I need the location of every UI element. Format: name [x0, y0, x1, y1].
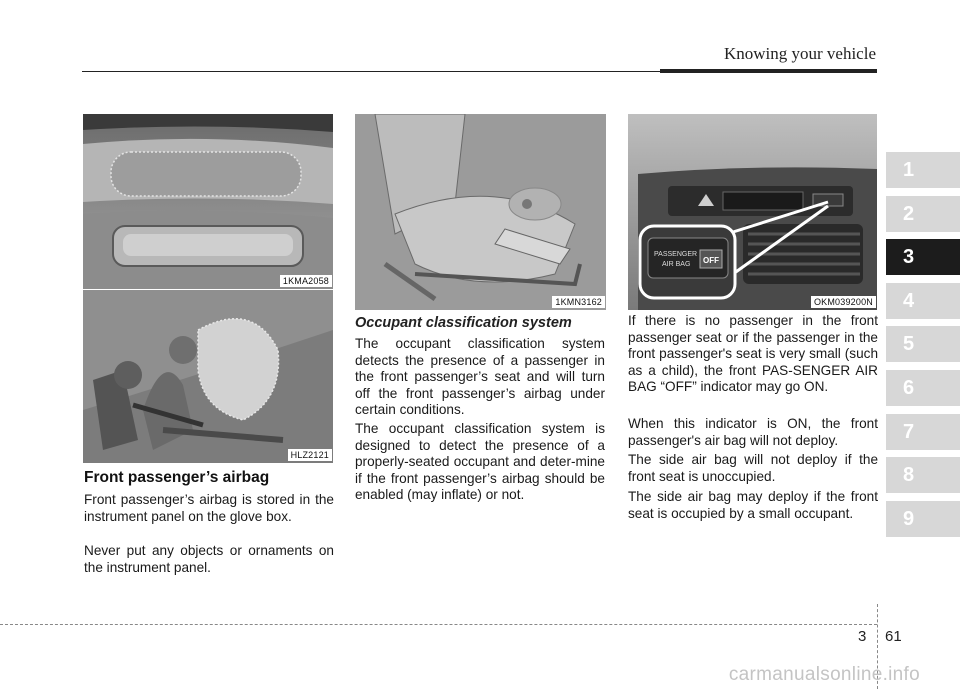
- watermark: carmanualsonline.info: [728, 664, 920, 685]
- figure-code: 1KMA2058: [280, 275, 332, 287]
- seat-illustration: [355, 114, 606, 310]
- chapter-tab-2[interactable]: 2: [886, 196, 960, 232]
- indicator-label-line1: PASSENGER: [654, 251, 698, 258]
- header-rule: [82, 71, 660, 72]
- paragraph: The side air bag will not deploy if the front seat is unoccupied.: [628, 452, 878, 484]
- paragraph: The side air bag may deploy if the front seat is occupied by a small occupant.: [628, 489, 878, 521]
- chapter-tab-6[interactable]: 6: [886, 370, 960, 406]
- paragraph: Front passenger’s airbag is stored in the instrument panel on the glove box.: [84, 492, 334, 524]
- indicator-label-line2: AIR BAG: [662, 261, 691, 268]
- header-title: Knowing your vehicle: [723, 44, 876, 63]
- footer-rule: [0, 624, 877, 625]
- paragraph: If there is no passenger in the front passenger seat or if the passenger in the front passenger's seat is very small (such as a child), the front PAS-SENGER AIR BAG “OFF” indicator may go ON.: [628, 313, 878, 395]
- airbag-illustration: [83, 290, 333, 463]
- chapter-tab-4[interactable]: 4: [886, 283, 960, 319]
- paragraph: The occupant classification system is designed to detect the presence of a properly-seated occupant and deter-mine if the front passenger’s airbag should be enabled (may inflate) or not.: [355, 421, 605, 503]
- dashboard-illustration: [628, 114, 877, 310]
- header-rule-accent: [660, 69, 877, 73]
- paragraph: Never put any objects or ornaments on the instrument panel.: [84, 543, 334, 575]
- chapter-tab-1[interactable]: 1: [886, 152, 960, 188]
- paragraph: When this indicator is ON, the front passenger's air bag will not deploy.: [628, 416, 878, 448]
- figure-code: HLZ2121: [288, 449, 332, 461]
- section-heading-occupant-classification: Occupant classification system: [355, 315, 572, 331]
- figure-code: OKM039200N: [811, 296, 876, 308]
- chapter-tab-7[interactable]: 7: [886, 414, 960, 450]
- chapter-tab-5[interactable]: 5: [886, 326, 960, 362]
- paragraph: The occupant classification system detects the presence of a passenger in the front passenger’s seat and will turn off the front passenger’s airbag under certain conditions.: [355, 336, 605, 418]
- dashboard-figure: [628, 114, 877, 310]
- page-number: 61: [885, 628, 902, 645]
- airbag-figure: [83, 290, 333, 463]
- glovebox-figure: [83, 114, 333, 289]
- chapter-tab-8[interactable]: 8: [886, 457, 960, 493]
- page-chapter-number: 3: [858, 628, 867, 645]
- chapter-tab-3[interactable]: 3: [886, 239, 960, 275]
- chapter-tabs: [886, 152, 960, 544]
- chapter-tab-9[interactable]: 9: [886, 501, 960, 537]
- glovebox-illustration: [83, 114, 333, 289]
- indicator-off-text: OFF: [703, 256, 719, 265]
- figure-code: 1KMN3162: [552, 296, 605, 308]
- section-heading-front-airbag: Front passenger’s airbag: [84, 469, 270, 486]
- seat-figure: [355, 114, 606, 310]
